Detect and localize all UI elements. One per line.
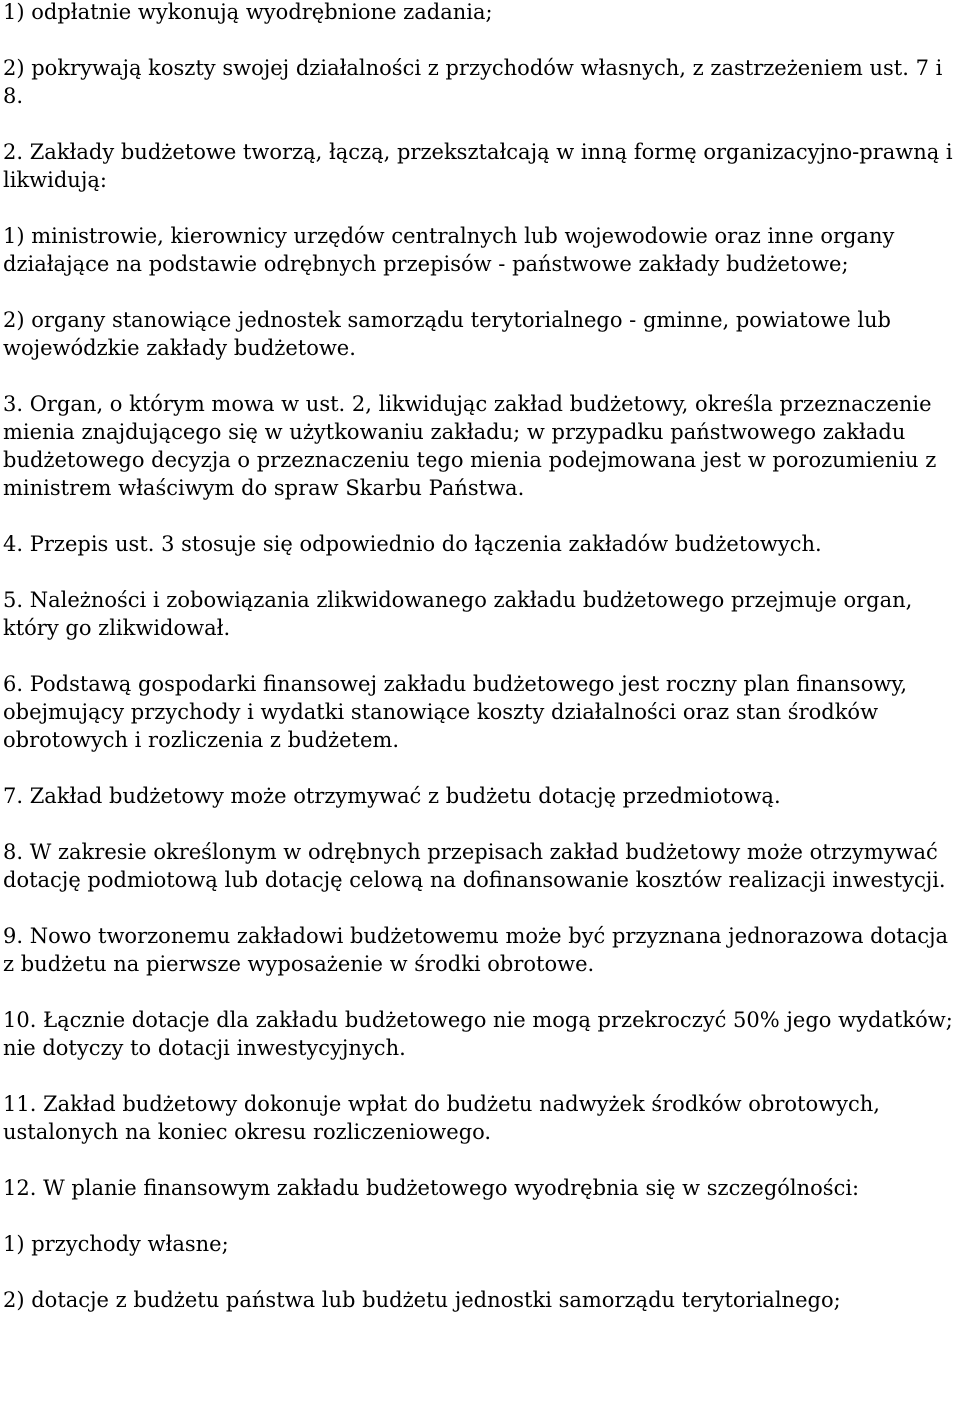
- paragraph-item-1: 1) przychody własne;: [3, 1232, 229, 1256]
- paragraph-item-2: 2) pokrywają koszty swojej działalności z przychodów własnych, z zastrzeżeniem ust. 7 i 8.: [3, 56, 943, 108]
- paragraph-section-8: 8. W zakresie określonym w odrębnych przepisach zakład budżetowy może otrzymywać dotację podmiotową lub dotację celową na dofinansowanie kosztów realizacji inwestycji.: [3, 840, 946, 892]
- paragraph-section-10: 10. Łącznie dotacje dla zakładu budżetowego nie mogą przekroczyć 50% jego wydatków; nie dotyczy to dotacji inwestycyjnych.: [3, 1008, 953, 1060]
- paragraph-item-1: 1) odpłatnie wykonują wyodrębnione zadania;: [3, 0, 493, 24]
- paragraph-section-11: 11. Zakład budżetowy dokonuje wpłat do budżetu nadwyżek środków obrotowych, ustalonych na koniec okresu rozliczeniowego.: [3, 1092, 880, 1144]
- paragraph-section-12: 12. W planie finansowym zakładu budżetowego wyodrębnia się w szczególności:: [3, 1176, 860, 1200]
- paragraph-item-2: 2) dotacje z budżetu państwa lub budżetu jednostki samorządu terytorialnego;: [3, 1288, 841, 1312]
- document-body: [3, 0, 957, 1314]
- paragraph-section-2: 2. Zakłady budżetowe tworzą, łączą, przekształcają w inną formę organizacyjno-prawną i likwidują:: [3, 140, 953, 192]
- paragraph-section-7: 7. Zakład budżetowy może otrzymywać z budżetu dotację przedmiotową.: [3, 784, 781, 808]
- paragraph-section-3: 3. Organ, o którym mowa w ust. 2, likwidując zakład budżetowy, określa przeznaczenie mienia znajdującego się w użytkowaniu zakładu; w przypadku państwowego zakładu budżetowego decyzja o przeznaczeniu tego mienia podejmowana jest w porozumieniu z ministrem właściwym do spraw Skarbu Państwa.: [3, 392, 937, 500]
- paragraph-section-5: 5. Należności i zobowiązania zlikwidowanego zakładu budżetowego przejmuje organ, który go zlikwidował.: [3, 588, 913, 640]
- paragraph-section-6: 6. Podstawą gospodarki finansowej zakładu budżetowego jest roczny plan finansowy, obejmujący przychody i wydatki stanowiące koszty działalności oraz stan środków obrotowych i rozliczenia z budżetem.: [3, 672, 908, 752]
- paragraph-item-1: 1) ministrowie, kierownicy urzędów centralnych lub wojewodowie oraz inne organy działające na podstawie odrębnych przepisów - państwowe zakłady budżetowe;: [3, 224, 895, 276]
- paragraph-section-4: 4. Przepis ust. 3 stosuje się odpowiednio do łączenia zakładów budżetowych.: [3, 532, 822, 556]
- paragraph-section-9: 9. Nowo tworzonemu zakładowi budżetowemu może być przyznana jednorazowa dotacja z budżetu na pierwsze wyposażenie w środki obrotowe.: [3, 924, 949, 976]
- paragraph-item-2: 2) organy stanowiące jednostek samorządu terytorialnego - gminne, powiatowe lub wojewódzkie zakłady budżetowe.: [3, 308, 891, 360]
